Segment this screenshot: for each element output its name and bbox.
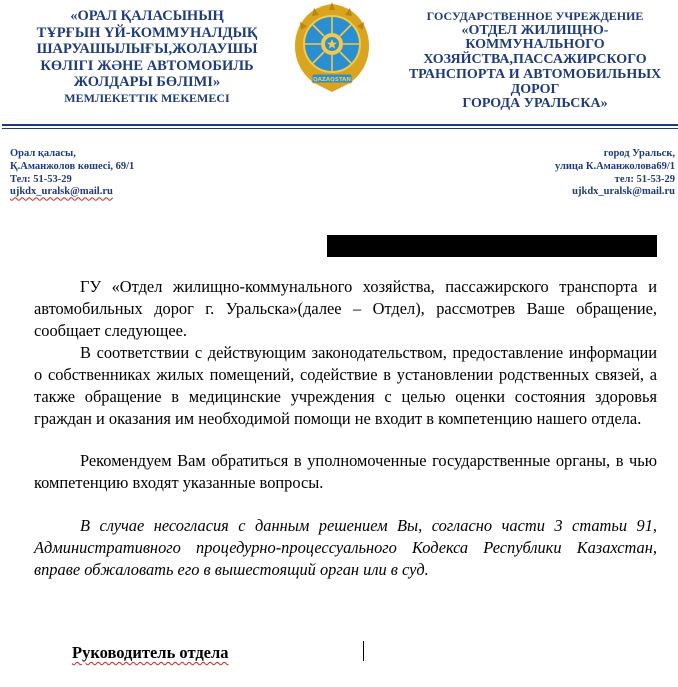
- address-russian: [455, 148, 675, 199]
- address-phone: Тел: 51-53-29: [10, 173, 72, 185]
- address-street: улица К.Аманжолова69/1: [555, 160, 675, 172]
- header-kazakh: [22, 8, 272, 106]
- address-email[interactable]: ujkdx_uralsk@mail.ru: [10, 186, 113, 198]
- address-street: Қ.Аманжолов көшесі, 69/1: [10, 160, 135, 172]
- appeal-notice: В случае несогласия с данным решением Вы, согласно части 3 статьи 91, Административного процедурно-процессуального Кодекса Республики Казахстан, вправе обжаловать его в вышестоящий орган или в суд.: [34, 516, 657, 579]
- emblem-graphic: [284, 0, 380, 96]
- kz-title-line: «ОРАЛ ҚАЛАСЫНЫҢ: [70, 8, 224, 24]
- ru-title-line: ХОЗЯЙСТВА,ПАССАЖИРСКОГО: [423, 52, 647, 68]
- address-kazakh: [10, 148, 210, 199]
- header-divider-thin: [2, 128, 678, 129]
- kz-title-line: ЖОЛДАРЫ БӨЛІМІ»: [73, 74, 221, 90]
- header-divider: [2, 124, 678, 126]
- ru-title-line: ТРАНСПОРТА И АВТОМОБИЛЬНЫХ: [408, 66, 662, 82]
- kz-title-line: КӨЛІГІ ЖӘНЕ АВТОМОБИЛЬ: [40, 57, 254, 74]
- signature-title: Руководитель отдела: [72, 643, 229, 662]
- kz-title-line: ТҰРҒЫН ҮЙ-КОММУНАЛДЫҚ: [36, 24, 258, 41]
- kz-title-line: ШАРУАШЫЛЫҒЫ,ЖОЛАУШЫ: [36, 41, 258, 57]
- redacted-recipient: [327, 235, 657, 257]
- kz-subtitle: МЕМЛЕКЕТТІК МЕКЕМЕСІ: [64, 90, 230, 105]
- body-paragraph: Рекомендуем Вам обратиться в уполномоченные государственные органы, в чью компетенцию входят указанные вопросы.: [34, 451, 657, 492]
- address-email[interactable]: ujkdx_uralsk@mail.ru: [572, 186, 675, 198]
- ru-title-line: КОММУНАЛЬНОГО: [465, 37, 605, 53]
- body-paragraph: ГУ «Отдел жилищно-коммунального хозяйства, пассажирского транспорта и автомобильных дорог г. Уральска»(далее – Отдел), рассмотрев Ваше обращение, сообщает следующее.: [34, 277, 657, 340]
- ru-title-line: ДОРОГ: [510, 81, 560, 97]
- ru-subtitle: ГОСУДАРСТВЕННОЕ УЧРЕЖДЕНИЕ: [426, 9, 644, 23]
- body-paragraph: В соответствии с действующим законодательством, предоставление информации о собственниках жилых помещений, содействие в установлении родственных связей, а также обращение в медицинские учреждения с целью оценки состояния здоровья граждан и оказания им необходимой помощи не входит в компетенцию нашего отдела.: [34, 343, 657, 428]
- address-city: Орал қаласы,: [10, 148, 76, 159]
- ru-title-line: «ОТДЕЛ ЖИЛИЩНО-: [461, 22, 609, 38]
- state-emblem-icon: [284, 0, 380, 96]
- text-cursor: [363, 641, 364, 661]
- address-city: город Уральск,: [603, 148, 675, 159]
- address-phone: тел: 51-53-29: [614, 173, 675, 185]
- header-russian: [396, 9, 674, 112]
- ru-title-line: ГОРОДА УРАЛЬСКА»: [462, 96, 608, 112]
- emblem-banner-text: QAZAQSTAN: [313, 77, 351, 83]
